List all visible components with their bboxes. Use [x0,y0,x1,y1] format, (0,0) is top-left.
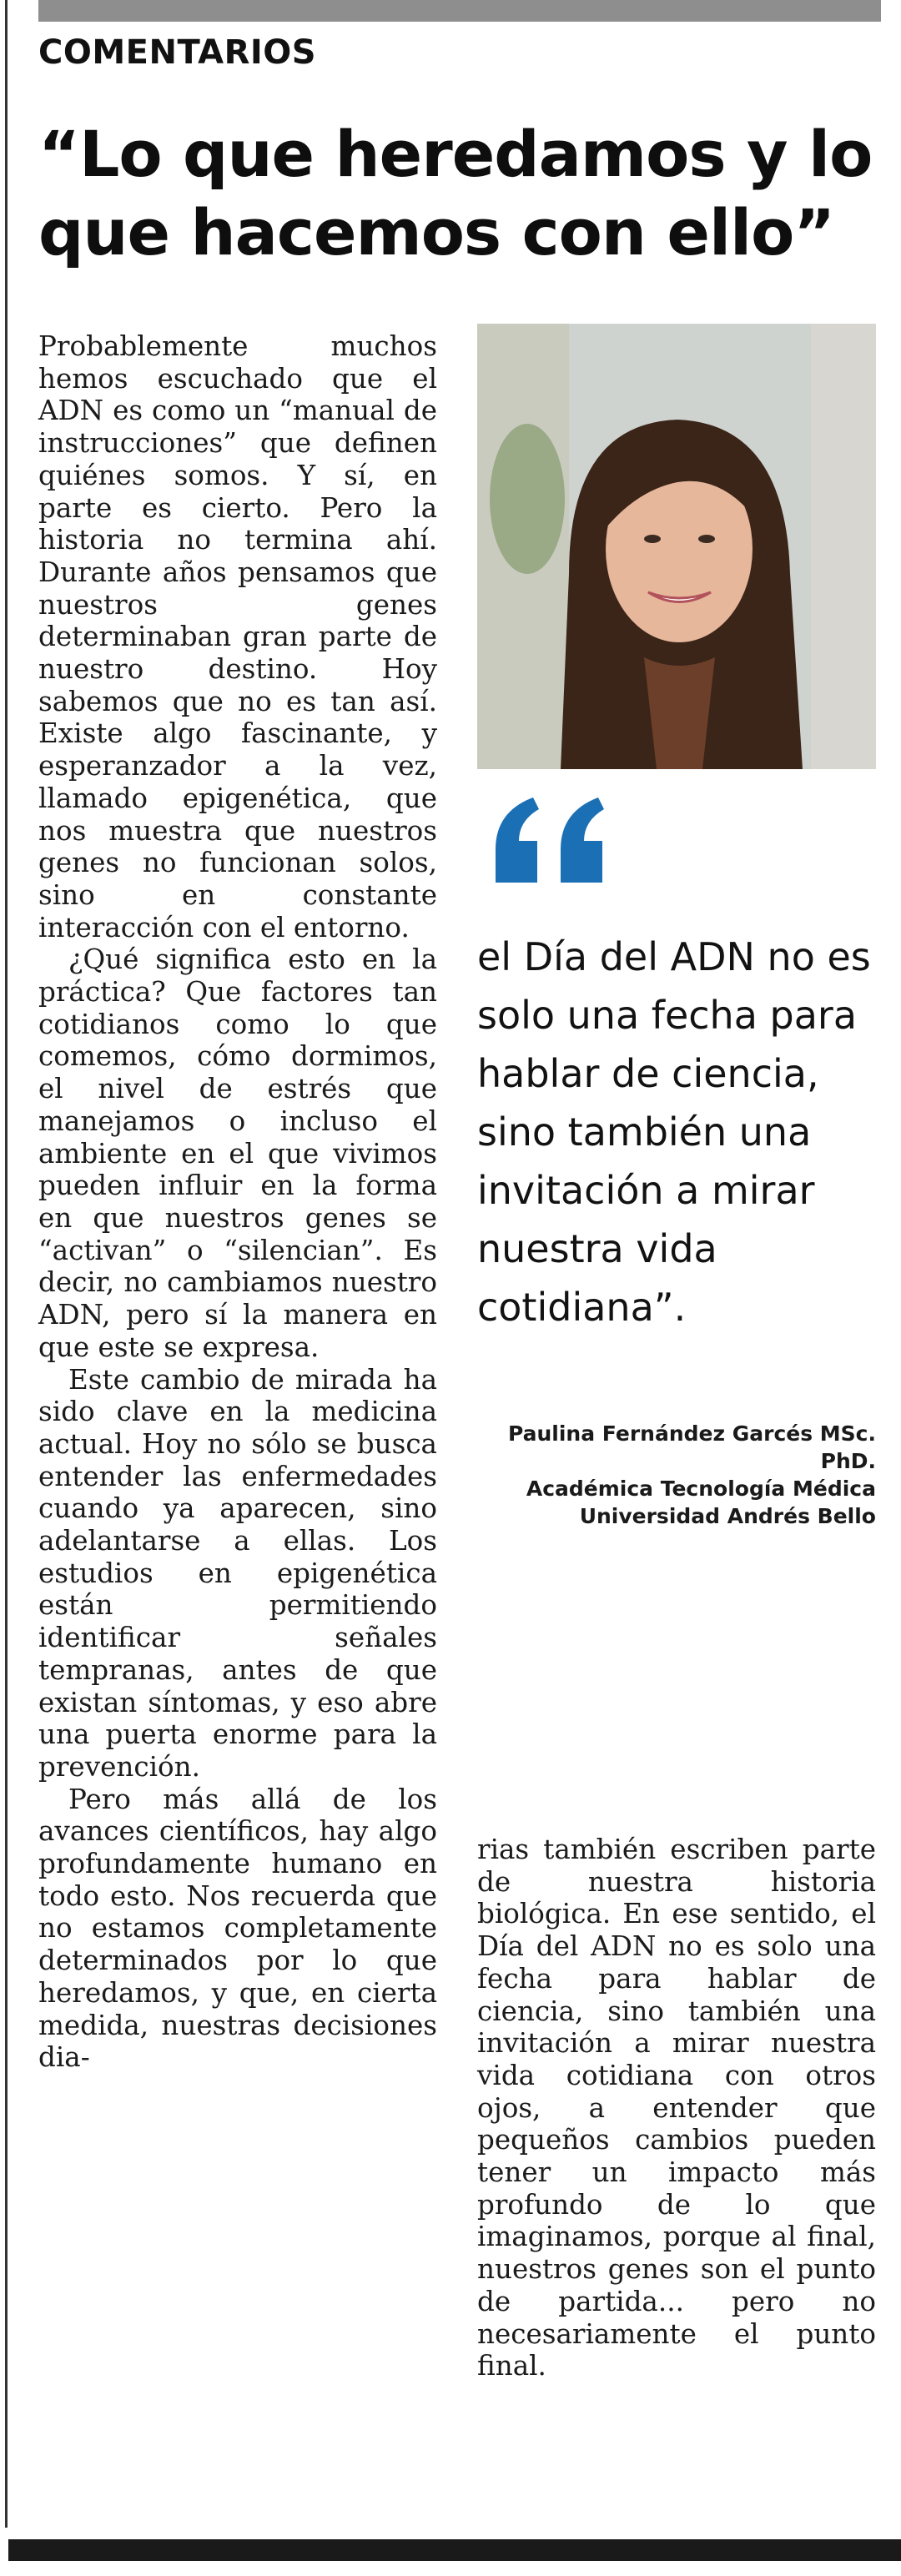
top-rule [38,0,881,22]
body-paragraph: Probablemente muchos hemos escuchado que el ADN es como un “manual de instrucciones” que definen quiénes somos. Y sí, en parte es cierto. Pero la historia no termina ahí. Durante años pensamos que nuestros genes determinaban gran parte de nuestro destino. Hoy sabemos que no es tan así. Existe algo fascinante, y esperanzador a la vez, llamado epigenética, que nos muestra que nuestros genes no funcionan solos, sino en constante interacción con el entorno. [38,330,437,943]
opening-quote-icon [487,791,621,891]
pull-quote: el Día del ADN no es solo una fecha para hablar de ciencia, sino también una invitación a mirar nuestra vida cotidiana”. [477,934,871,1330]
body-paragraph: ¿Qué significa esto en la práctica? Que factores tan cotidianos como lo que comemos, cómo dormimos, el nivel de estrés que manejamos o incluso el ambiente en el que vivimos pueden influir en la forma en que nuestros genes se “activan” o “silencian”. Es decir, no cambiamos nuestro ADN, pero sí la manera en que este se expresa. [38,943,437,1363]
body-paragraph: Pero más allá de los avances científicos, hay algo profundamente humano en todo esto. Nos recuerda que no estamos completamente determinados por lo que heredamos, y que, en cierta medida, nuestras decisiones dia- [38,1783,437,2074]
body-paragraph: rias también escriben parte de nuestra historia biológica. En ese sentido, el Día del ADN no es solo una fecha para hablar de ciencia, sino también una invitación a mirar nuestra vida cotidiana con otros ojos, a entender que pequeños cambios pueden tener un impacto más profundo de lo que imaginamos, porque al final, nuestros genes son el punto de partida... pero no necesariamente el punto final. [477,1834,876,2382]
section-label: COMENTARIOS [38,33,317,72]
quote-glyph [487,791,621,891]
author-name: Paulina Fernández Garcés MSc. PhD. [507,1421,876,1473]
author-byline [477,1420,876,1530]
bottom-rule [8,2539,901,2561]
author-photo [477,324,876,769]
left-column-rule [5,0,8,2528]
body-column-2 [477,1834,876,2382]
body-column-1 [38,330,437,2074]
body-paragraph: Este cambio de mirada ha sido clave en la medicina actual. Hoy no sólo se busca entender las enfermedades cuando ya aparecen, sino adelantarse a ellas. Los estudios en epigenética están permitiendo identificar señales tempranas, antes de que existan síntomas, y eso abre una puerta enorme para la prevención. [38,1363,437,1783]
headline: “Lo que heredamos y lo que hacemos con ello” [38,117,873,269]
author-role: Académica Tecnología Médica [526,1477,876,1501]
portrait-illustration [477,324,876,769]
author-institution: Universidad Andrés Bello [579,1504,876,1528]
